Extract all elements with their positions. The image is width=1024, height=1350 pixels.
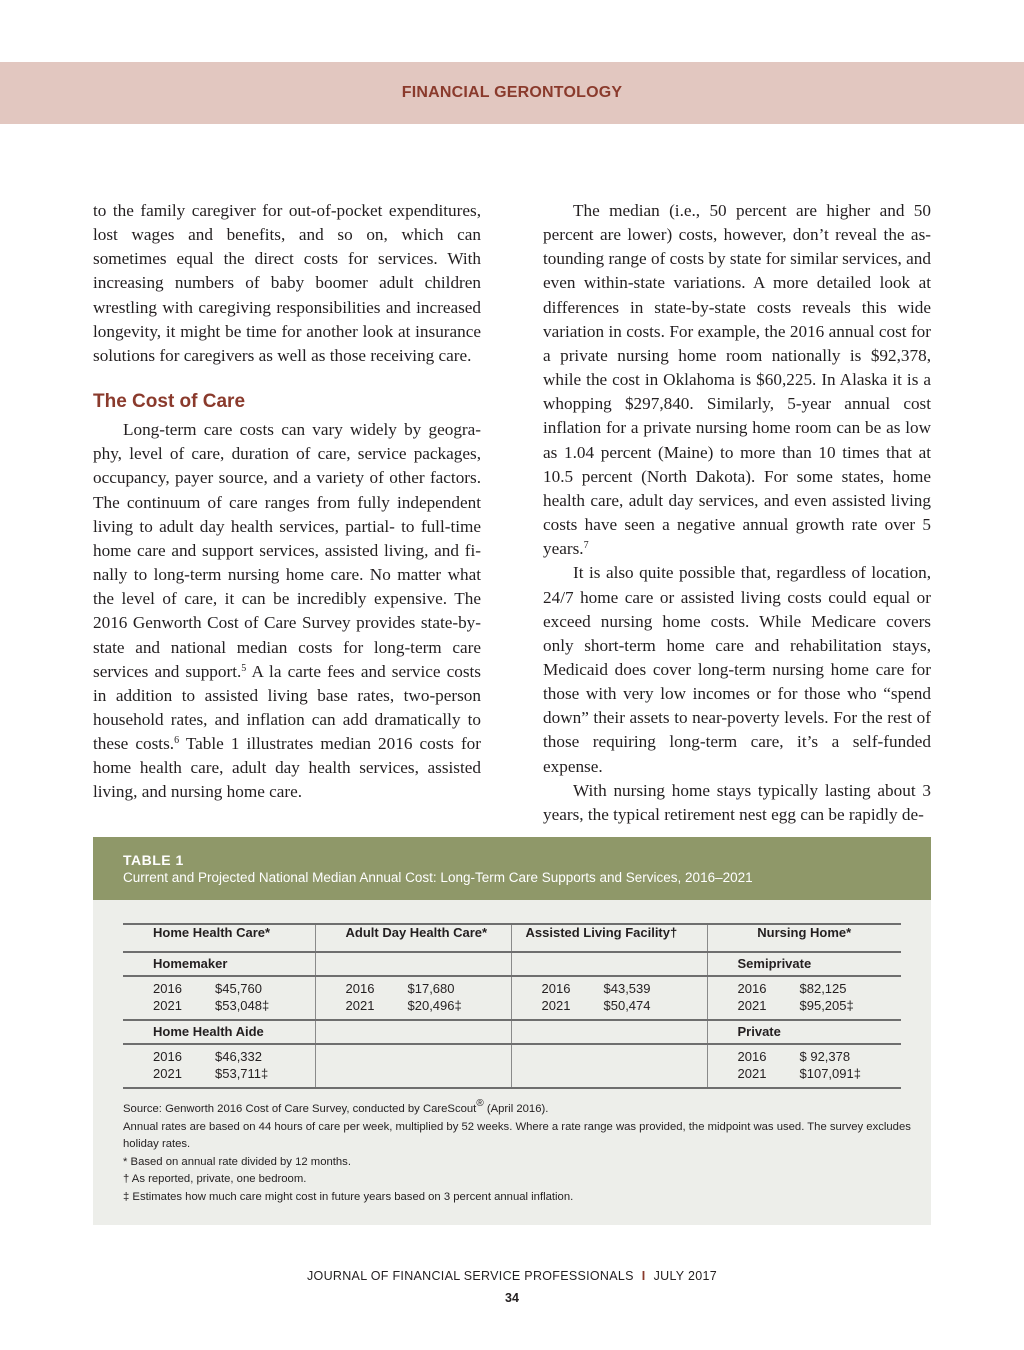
table-header-row <box>123 924 901 952</box>
source-text: Source: Genworth 2016 Cost of Care Survey, conducted by CareScout <box>123 1103 477 1115</box>
subheading-cell: Semiprivate <box>707 952 901 976</box>
year-cost-pair <box>153 977 315 997</box>
column-header: Adult Day Health Care* <box>315 924 511 952</box>
paragraph-text: Long-term care costs can vary widely by geography, level of care, duration of care, service packages, occupancy, payer source, and a variety of other factors. The continuum of care ranges from fully independent living to adult day health services, partial- to full-time home care and support services, assisted living, and finally to long-term nursing home care. No matter what the level of care, it can be incredibly expensive. The 2016 Genworth Cost of Care Survey provides state-by-state and national median costs for long-term care services and support. <box>93 420 481 681</box>
right-column <box>543 199 931 827</box>
endnote-ref-5: 5 <box>241 662 247 674</box>
year-cost-pair <box>738 1065 902 1082</box>
footer-separator: I <box>641 1269 646 1283</box>
cost-of-care-paragraph <box>93 418 481 805</box>
year-cost-pair <box>153 997 315 1014</box>
year: 2016 <box>153 1049 182 1064</box>
source-note <box>123 1098 913 1119</box>
subheading-cell: Home Health Aide <box>123 1020 315 1044</box>
year: 2016 <box>541 981 571 996</box>
cost-table <box>123 923 901 1089</box>
cost: $53,048‡ <box>215 998 270 1013</box>
double-dagger-note: ‡ Estimates how much care might cost in future years based on 3 percent annual inflation. <box>123 1190 574 1203</box>
table-row <box>123 976 901 1020</box>
year-cost-pair <box>346 997 511 1014</box>
column-header: Nursing Home* <box>707 924 901 952</box>
value-cell <box>511 976 707 1020</box>
paragraph-text: A la carte fees and service costs in addition to assisted living base rates, two-person household rates, and inflation can add dramatically to these costs. <box>93 661 481 754</box>
table-caption: Current and Projected National Median Annual Cost: Long-Term Care Supports and Services, 2016–2021 <box>123 870 753 885</box>
continuation-paragraph: to the family caregiver for out-of-pocket expenditures, lost wages and benefits, and so on, which can sometimes equal the direct costs for services. With increasing numbers of baby boomer adult children wrestling with caregiving responsibilities and increased longevity, it might be time for another look at insurance solutions for caregivers as well as those receiving care. <box>93 201 481 365</box>
section-header-band <box>0 62 1024 124</box>
dagger-note: † As reported, private, one bedroom. <box>123 1173 307 1185</box>
value-cell-empty <box>511 1044 707 1088</box>
cost: $43,539 <box>603 981 651 996</box>
subheading-cell: Homemaker <box>123 952 315 976</box>
year-cost-pair <box>738 997 902 1014</box>
value-cell <box>707 1044 901 1088</box>
table-label: TABLE 1 <box>123 852 184 868</box>
column-header: Assisted Living Facility† <box>511 924 707 952</box>
year: 2021 <box>737 1066 767 1081</box>
left-column <box>93 199 481 805</box>
year-cost-pair <box>542 977 707 997</box>
table-row <box>123 1044 901 1088</box>
cost: $95,205‡ <box>799 998 854 1013</box>
year: 2016 <box>153 981 182 996</box>
subheading-row <box>123 1020 901 1044</box>
nursing-home-stays-paragraph: With nursing home stays typically lasting about 3 years, the typical retirement nest egg can be rapidly de- <box>543 780 931 824</box>
endnote-ref-7: 7 <box>583 540 589 552</box>
cost: $46,332 <box>215 1049 262 1064</box>
year-cost-pair <box>153 1045 315 1065</box>
year: 2021 <box>153 1066 182 1081</box>
medicare-paragraph: It is also quite possible that, regardless of location, 24/7 home care or assisted living costs could equal or exceed nursing home costs. While Medicare covers only short-term home care and rehabilitation stays, Medicaid does cover long-term nursing home care for those with very low incomes or for those who “spend down” their assets to near-poverty levels. For the rest of those requiring long-term care, it’s a self-funded expense. <box>543 563 931 776</box>
cost: $82,125 <box>799 981 847 996</box>
year-cost-pair <box>346 977 511 997</box>
year: 2016 <box>737 1049 767 1064</box>
value-cell <box>123 1044 315 1088</box>
cost: $ 92,378 <box>799 1049 851 1064</box>
source-text: (April 2016). <box>483 1103 549 1115</box>
value-cell <box>707 976 901 1020</box>
section-heading-cost-of-care: The Cost of Care <box>93 391 246 413</box>
year: 2016 <box>345 981 375 996</box>
year-cost-pair <box>153 1065 315 1082</box>
year-cost-pair <box>738 977 902 997</box>
section-title: FINANCIAL GERONTOLOGY <box>401 84 623 101</box>
year: 2021 <box>345 998 375 1013</box>
endnote-ref-6: 6 <box>174 735 180 747</box>
cost: $53,711‡ <box>215 1066 269 1081</box>
cost: $50,474 <box>603 998 651 1013</box>
year: 2021 <box>541 998 571 1013</box>
registered-mark: ® <box>476 1098 484 1109</box>
journal-name: JOURNAL OF FINANCIAL SERVICE PROFESSIONALS <box>307 1269 634 1283</box>
paragraph-text: Table 1 illustrates median 2016 costs for home health care, adult day health services, assisted living, and nursing home care. <box>93 734 481 802</box>
value-cell <box>315 976 511 1020</box>
subheading-cell: Private <box>707 1020 901 1044</box>
cost: $45,760 <box>215 981 262 996</box>
paragraph-text: The median (i.e., 50 percent are higher and 50 percent are lower) costs, however, don’t reveal the astounding range of costs by state for similar services, and even within-state variations. A more detailed look at differences in state-by-state costs reveals this wide variation in costs. For example, the 2016 annual cost for a private nursing home room nationally is $92,378, while the cost in Oklahoma is $60,225. In Alaska it is a whopping $297,840. Similarly, 5-year annual cost inflation for a private nursing home room can be as low as 1.04 percent (Maine) to more than 10 times that at 10.5 percent (North Dakota). For some states, home health care, adult day services, and even assisted living costs have seen a negative annual growth rate over 5 years. <box>543 201 931 559</box>
column-header: Home Health Care* <box>153 925 271 940</box>
subheading-cell <box>315 1020 511 1044</box>
cost: $17,680 <box>407 981 455 996</box>
cost: $20,496‡ <box>407 998 462 1013</box>
year: 2021 <box>737 998 767 1013</box>
subheading-row <box>123 952 901 976</box>
year-cost-pair <box>542 997 707 1014</box>
table-1-header <box>93 837 931 900</box>
value-cell-empty <box>315 1044 511 1088</box>
cost: $107,091‡ <box>799 1066 861 1081</box>
subheading-cell <box>511 1020 707 1044</box>
subheading-cell <box>315 952 511 976</box>
year-cost-pair <box>738 1045 902 1065</box>
value-cell <box>123 976 315 1020</box>
year: 2016 <box>737 981 767 996</box>
page-number: 34 <box>505 1291 519 1305</box>
year: 2021 <box>153 998 182 1013</box>
table-1-box <box>93 837 931 1225</box>
rates-note: Annual rates are based on 44 hours of care per week, multiplied by 52 weeks. Where a rate range was provided, the midpoint was used. The survey excludes holiday rates. <box>123 1120 911 1150</box>
footer-journal-line <box>0 1269 1024 1283</box>
asterisk-note: * Based on annual rate divided by 12 months. <box>123 1155 351 1168</box>
table-notes <box>123 1098 913 1206</box>
median-costs-paragraph <box>543 199 931 561</box>
subheading-cell <box>511 952 707 976</box>
issue-date: JULY 2017 <box>653 1269 717 1283</box>
